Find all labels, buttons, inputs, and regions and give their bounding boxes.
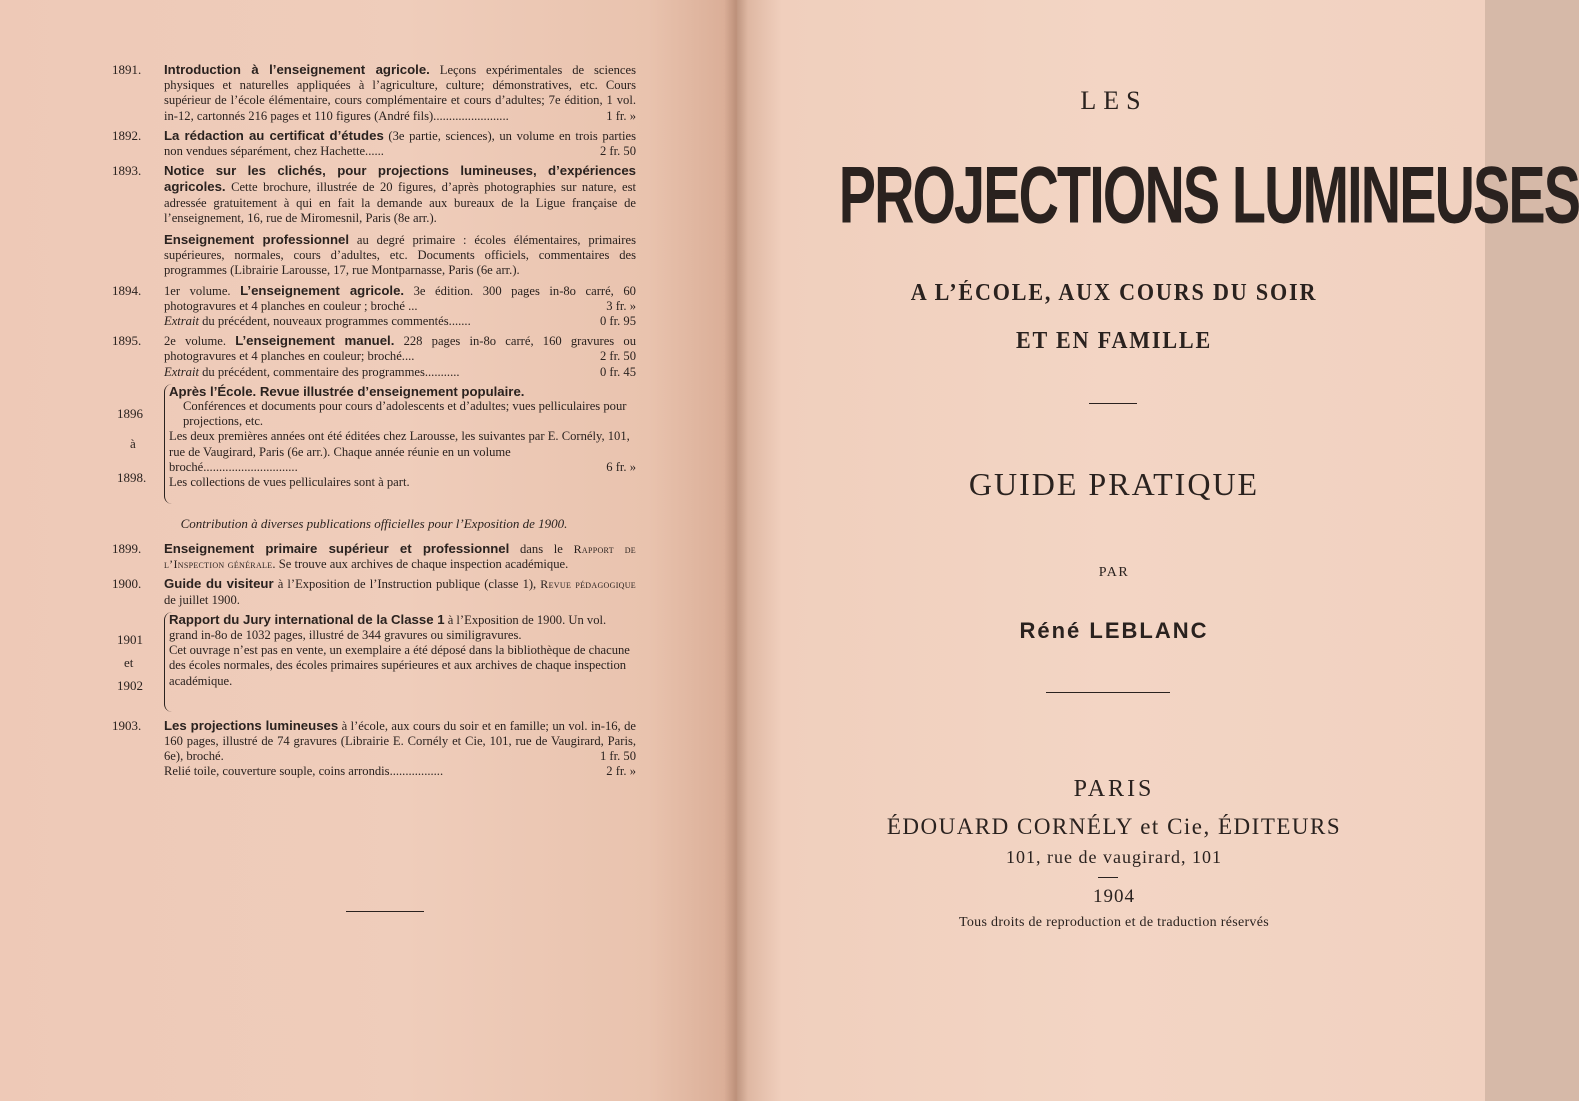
extrait-text: du précédent, commentaire des programmes........... <box>198 364 460 379</box>
book-gutter <box>724 0 748 1101</box>
bib-entry-1903 <box>112 718 636 780</box>
extrait-label: Extrait <box>164 314 199 329</box>
note-text: Les deux premières années ont été éditées chez Larousse, les suivantes par E. Cornély, 101, rue de Vaugirard, Paris (6e arr.). Chaque année réunie en un volume broché.............................. <box>169 429 630 474</box>
bib-entry-enseignement-professionnel <box>112 232 636 279</box>
bib-entry-1901-1902 <box>112 612 636 712</box>
main-title: PROJECTIONS LUMINEUSES <box>838 149 1579 240</box>
bib-entry-1895 <box>112 333 636 380</box>
entry-lead: 2e volume. <box>164 334 236 349</box>
entry-year: 1894. <box>112 282 142 298</box>
entry-title: Guide du visiteur <box>164 576 274 592</box>
divider-rule-3 <box>1098 877 1118 878</box>
entry-text <box>164 128 636 159</box>
publication-city: PARIS <box>1073 776 1155 802</box>
publication-year: 1904 <box>1093 886 1135 907</box>
extrait-text: du précédent, nouveaux programmes commentés....... <box>198 314 471 329</box>
entry-heading <box>169 612 636 643</box>
bracket-years <box>112 384 164 504</box>
year-start: 1901 <box>117 631 143 647</box>
extrait-price: 0 fr. 45 <box>599 364 636 379</box>
entry-body: Leçons expérimentales de sciences physiques et naturelles appliquées à l’agriculture, culture; démonstratives, etc. Cours supérieur de l’école élémentaire, cours complémentaire et cours d’adultes; 7e édition, 1 vol. in-12, cartonnés 216 pages et 110 figures (André fils)........................ <box>164 63 636 123</box>
publisher-address: 101, rue de vaugirard, 101 <box>1006 847 1222 867</box>
entry-smallcaps: Revue pédagogique <box>540 577 636 592</box>
entry-year: 1900. <box>112 576 142 592</box>
contribution-heading: Contribution à diverses publications officielles pour l’Exposition de 1900. <box>180 515 568 531</box>
entry-year: 1903. <box>112 717 142 733</box>
entry-year: 1891. <box>112 62 142 77</box>
end-rule <box>346 911 424 912</box>
entry-price: 2 fr. 50 <box>599 349 636 364</box>
title-les: LES <box>1080 86 1148 115</box>
entry-text <box>164 163 636 226</box>
entry-price: 6 fr. » <box>606 459 636 474</box>
guide-heading: GUIDE PRATIQUE <box>968 466 1260 502</box>
entry-body: 228 pages in-8o carré, 160 gravures ou photogravures et 4 planches en couleur; broché.... <box>164 334 636 364</box>
entry-title: Rapport du Jury international de la Classe 1 <box>169 611 445 627</box>
bib-entry-1899 <box>112 541 636 572</box>
entry-price: 2 fr. 50 <box>599 144 636 159</box>
rights-notice: Tous droits de reproduction et de traduction réservés <box>959 915 1269 930</box>
entry-price: 3 fr. » <box>606 298 636 313</box>
year-connector: et <box>124 654 134 670</box>
entry-title: Après l’École. Revue illustrée d’enseignement populaire. <box>169 383 525 399</box>
bracket-body <box>164 384 636 504</box>
entry-body: à l’Exposition de l’Instruction publique (classe 1), <box>273 577 541 592</box>
entry-text <box>164 62 636 124</box>
entry-body: Conférences et documents pour cours d’adolescents et d’adultes; vues pelliculaires pour projections, etc. <box>183 399 627 429</box>
entry-body: à l’Exposition de 1900. Un vol. grand in-8o de 1032 pages, illustré de 344 gravures ou similigravures. <box>169 612 607 643</box>
bib-entry-1896-1898 <box>112 384 636 504</box>
year-end: 1898. <box>117 469 147 485</box>
entry-year <box>112 232 164 279</box>
entry-body: (3e partie, sciences), un volume en trois parties non vendues séparément, chez Hachette...... <box>164 128 636 159</box>
by-label: PAR <box>1098 565 1130 580</box>
year-connector: à <box>130 435 136 451</box>
bracket-body <box>164 612 636 712</box>
extrait-price: 0 fr. 95 <box>599 314 636 329</box>
entry-text <box>164 283 636 330</box>
entry-body-end: de juillet 1900. <box>164 592 240 607</box>
entry-text <box>164 576 636 607</box>
entry-year: 1895. <box>112 333 142 349</box>
entry-body-end: . Se trouve aux archives de chaque inspection académique. <box>272 557 569 572</box>
bibliography-list <box>112 62 636 784</box>
entry-text <box>164 333 636 380</box>
entry-binding: Relié toile, couverture souple, coins arrondis................. <box>164 764 444 779</box>
entry-smallcaps: Rapport de l’Inspection générale <box>164 542 636 572</box>
entry-text <box>164 541 636 572</box>
entry-price-2: 2 fr. » <box>606 764 636 779</box>
bib-entry-1893 <box>112 163 636 226</box>
entry-note <box>169 429 636 475</box>
entry-footnote: Les collections de vues pelliculaires sont à part. <box>169 475 410 490</box>
entry-note: Cet ouvrage n’est pas en vente, un exemplaire a été déposé dans la bibliothèque de chacune des écoles normales, des écoles primaires supérieures et aux archives de chaque inspection académique. <box>169 643 630 688</box>
entry-price: 1 fr. 50 <box>599 749 636 764</box>
entry-title: Enseignement professionnel <box>164 232 349 248</box>
divider-rule-2 <box>1046 692 1170 693</box>
entry-title: La rédaction au certificat d’études <box>164 127 384 143</box>
entry-year: 1892. <box>112 127 142 143</box>
bib-entry-1900 <box>112 576 636 607</box>
subtitle-line-1: A L’ÉCOLE, AUX COURS DU SOIR <box>910 280 1318 306</box>
extrait-label: Extrait <box>164 364 199 379</box>
year-start: 1896 <box>117 405 143 421</box>
publisher-name: ÉDOUARD CORNÉLY et Cie, ÉDITEURS <box>886 814 1342 839</box>
entry-lead: 1er volume. <box>164 283 241 298</box>
divider-rule <box>1089 403 1137 404</box>
entry-body: dans le <box>509 542 574 557</box>
bracket-years <box>112 612 164 712</box>
entry-title: Les projections lumineuses <box>164 717 339 733</box>
entry-title: L’enseignement agricole. <box>240 282 405 298</box>
entry-price: 1 fr. » <box>606 108 636 123</box>
entry-body: 3e édition. 300 pages in-8o carré, 60 photogravures et 4 planches en couleur ; broché ... <box>164 283 636 313</box>
bib-entry-1892 <box>112 128 636 159</box>
entry-body: au degré primaire : écoles élémentaires, primaires supérieures, normales, cours d’adultes, etc. Documents officiels, commentaires des programmes (Librairie Larousse, 17, rue Montparnasse, Paris (6e arr.). <box>164 233 636 278</box>
year-end: 1902 <box>117 677 143 693</box>
entry-title: Introduction à l’enseignement agricole. <box>164 62 430 77</box>
subtitle-line-2: ET EN FAMILLE <box>1015 328 1213 354</box>
entry-title: Enseignement primaire supérieur et professionnel <box>164 541 510 557</box>
entry-title: Notice sur les clichés, pour projections lumineuses, d’expériences agricoles. <box>164 163 636 195</box>
bib-entry-1894 <box>112 283 636 330</box>
entry-year: 1899. <box>112 541 142 557</box>
entry-year: 1893. <box>112 163 142 179</box>
author-name: Réné LEBLANC <box>1019 618 1209 643</box>
entry-title: L’enseignement manuel. <box>235 333 395 349</box>
entry-text <box>164 718 636 780</box>
entry-body: à l’école, aux cours du soir et en famille; un vol. in-16, de 160 pages, illustré de 74 gravures (Librairie E. Cornély et Cie, 101, rue de Vaugirard, Paris, 6e), broché. <box>164 718 636 764</box>
bib-entry-1891 <box>112 62 636 124</box>
entry-body: Cette brochure, illustrée de 20 figures, d’après photographies sur nature, est adressée gratuitement à qui en fait la demande aux bureaux de la Ligue française de l’enseignement, 16, rue de Miromesnil, Paris (8e arr.). <box>164 180 636 225</box>
entry-text <box>164 232 636 279</box>
